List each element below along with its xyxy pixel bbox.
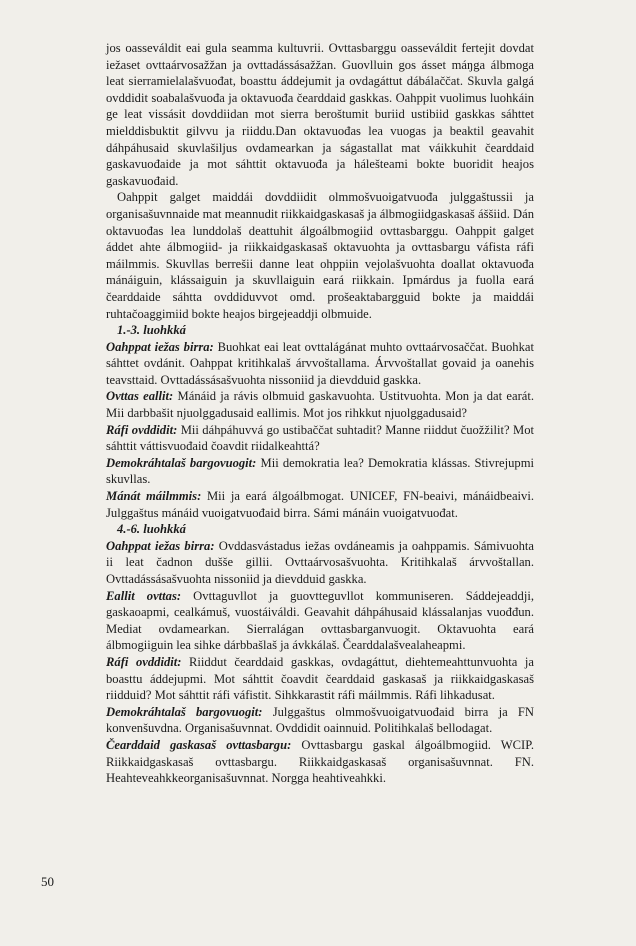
item-label: Ovttas eallit: <box>106 389 174 404</box>
item-text: Ovttaguvllot ja guovtteguvllot kommuniseren. Sáddejeaddji, gaskaoapmi, cealkámuš, vuostáiváldi. Geavahit dáhpáhusaid klássalanjas vuođđun. Mediat ovdamearkan. Sierralágan ovttasbarganvuogit. Oktavuohta eará álbmogiiguin lea sihke dárbbašlaš ja ávkkálaš. Čearddalašvealaheapmi. <box>106 588 534 653</box>
item-text: Mánáid ja rávis olbmuid gaskavuohta. Ustitvuohta. Mon ja dat earát. Mii darbbašit njuolggadusaid eallimis. Mot jos rihkkut njuolggadusaid? <box>106 389 534 421</box>
item-text: Ovttasbargu gaskal álgoálbmogiid. WCIP. Riikkaidgaskasaš ovttasbargu. Riikkaidgaskasaš organisašuvnnat. FN. Heahteveahkkeorganisašuvnnat. Norgga heahtiveahkki. <box>106 737 534 786</box>
item-label: Ráfi ovddidit: <box>106 654 182 669</box>
section-2-item-3 <box>106 654 534 704</box>
item-text: Ovddasvástadus iežas ovdáneamis ja oahppamis. Sámivuohta ii leat čadnon duššе gillii. Ovttaárvosašvuohta. Kritihkalaš árvvoštallan. Ovttadássásašvuohta nissoniid ja dievdduid gaskka. <box>106 538 534 586</box>
item-text: Mii demokratia lea? Demokratia klássas. Stivrejupmi skuvllas. <box>106 455 534 487</box>
item-label: Mánát máilmmis: <box>106 489 202 504</box>
item-label: Demokráhtalaš bargovuogit: <box>106 704 263 719</box>
intro-paragraph-2: Oahppit galget maiddái dovddiidit olmmošvuoigatvuođa julggaštussii ja organisašuvnnaide mat meannudit riikkaidgaskasaš ja álbmogiidgaskasaš áššiid. Dán oktavuođas lea lunddolaš deattuhit álgoálbmogiid ovttasbarggu. Oahppit galget áddet ahte álbmogiid- ja riikkaidgaskasaš oktavuohta ja ovttasbargu váfista ráfi máilmmis. Skuvllas berrešii danne leat ohppiin vejolašvuohta doallat oktavuođa mánáiguin, klássaiguin ja skuvllaiguin eará riikkain. Ipmárdus ja fuolla eará čearddaide sáhtta ovddiduvvot omd. prošeaktabargguid bokte ja maiddái ruhtačoaggimiid bokte heajos birgejeaddji olbmuide. <box>106 190 534 321</box>
section-1-item-5 <box>106 488 534 521</box>
item-text: Buohkat eai leat ovttalágánat muhto ovttaárvosaččat. Buohkat sáhttet ovdánit. Oahppat kritihkalaš árvvoštallama. Árvvoštallat govaid ja oanehis teavsttaid. Ovttadássásašvuohta nissoniid ja dievdduid gaskka. <box>106 339 534 387</box>
item-text: Riiddut čearddaid gaskkas, ovdagáttut, diehtemeahttunvuohta ja boasttu áddejupmi. Mot sáhttit čoavdit čearddaid gaskasaš ja riikkaidgaskasaš riidduid? Mot sáhttit ráfi váfistit. Sihkkarastit ráfi máilmmis. Ráfi lihkadusat. <box>106 654 535 703</box>
item-label: Oahppat iežas birra: <box>106 538 215 553</box>
section-1-item-3 <box>106 422 534 455</box>
section-2-item-4 <box>106 704 534 737</box>
item-label: Oahppat iežas birra: <box>106 339 214 354</box>
section-2-item-2 <box>106 588 534 654</box>
page-body <box>106 40 534 787</box>
item-label: Demokráhtalaš bargovuogit: <box>106 455 257 470</box>
item-text: Mii dáhpáhuvvá go ustibaččat suhtadit? Manne riiddut čuožžilit? Mot sáhttit váttisvuođaid čoavdit riidalkeahttá? <box>106 422 534 454</box>
item-label: Eallit ovttas: <box>106 588 182 603</box>
item-label: Čearddaid gaskasaš ovttasbargu: <box>106 737 292 752</box>
page-number: 50 <box>41 874 54 889</box>
section-1-item-2 <box>106 388 534 421</box>
section-1-item-4 <box>106 455 534 488</box>
section-heading-4-6: 4.-6. luohkká <box>117 522 186 537</box>
section-2-item-1 <box>106 538 534 588</box>
item-text: Mii ja eará álgoálbmogat. UNICEF, FN-beaivi, mánáidbeaivi. Julggaštus mánáid vuoigatvuođaid birra. Sámi mánáin vuoigatvuođat. <box>106 489 534 520</box>
item-label: Ráfi ovddidit: <box>106 422 178 437</box>
section-2-item-5 <box>106 737 534 787</box>
section-heading-1-3: 1.-3. luohkká <box>117 323 186 338</box>
intro-paragraph-1: jos oasseváldit eai gula seamma kultuvrii. Ovttasbarggu oasseváldit fertejit dovdat iežaset ovttaárvosažžan ja ovttadássásažžan. Guovlluin gos ásset máŋga álbmoga leat sierramielalašvuođat, boasttu áddejumit ja ovdagáttut dábálaččat. Skuvla galgá ovddidit soabalašvuođa ja oktavuođa čearddaid gaskkas. Oahppit vuolimus luohkáin ge leat vissásit dovddiidan mot sierra beroštumit buriid ustibiid gaskkas sáhttet mielddisbuktit gilvvu ja riiddu.Dan oktavuođas lea vuogas ja beaktil geavahit dáhpáhusaid skuvlašiljus ovdamearkan ja ságastallat mat váikkuhit čearddaid gaskavuođaide ja mot sáhttit oktavuođa ja hálešteami bokte buoridit heajos gaskavuođaid. <box>106 41 534 188</box>
section-1-item-1 <box>106 339 534 389</box>
item-text: Julggaštus olmmošvuoigatvuođaid birra ja FN konvenšuvdna. Organisašuvnnat. Ovddidit oainnuid. Politihkalaš bellodagat. <box>106 704 534 736</box>
